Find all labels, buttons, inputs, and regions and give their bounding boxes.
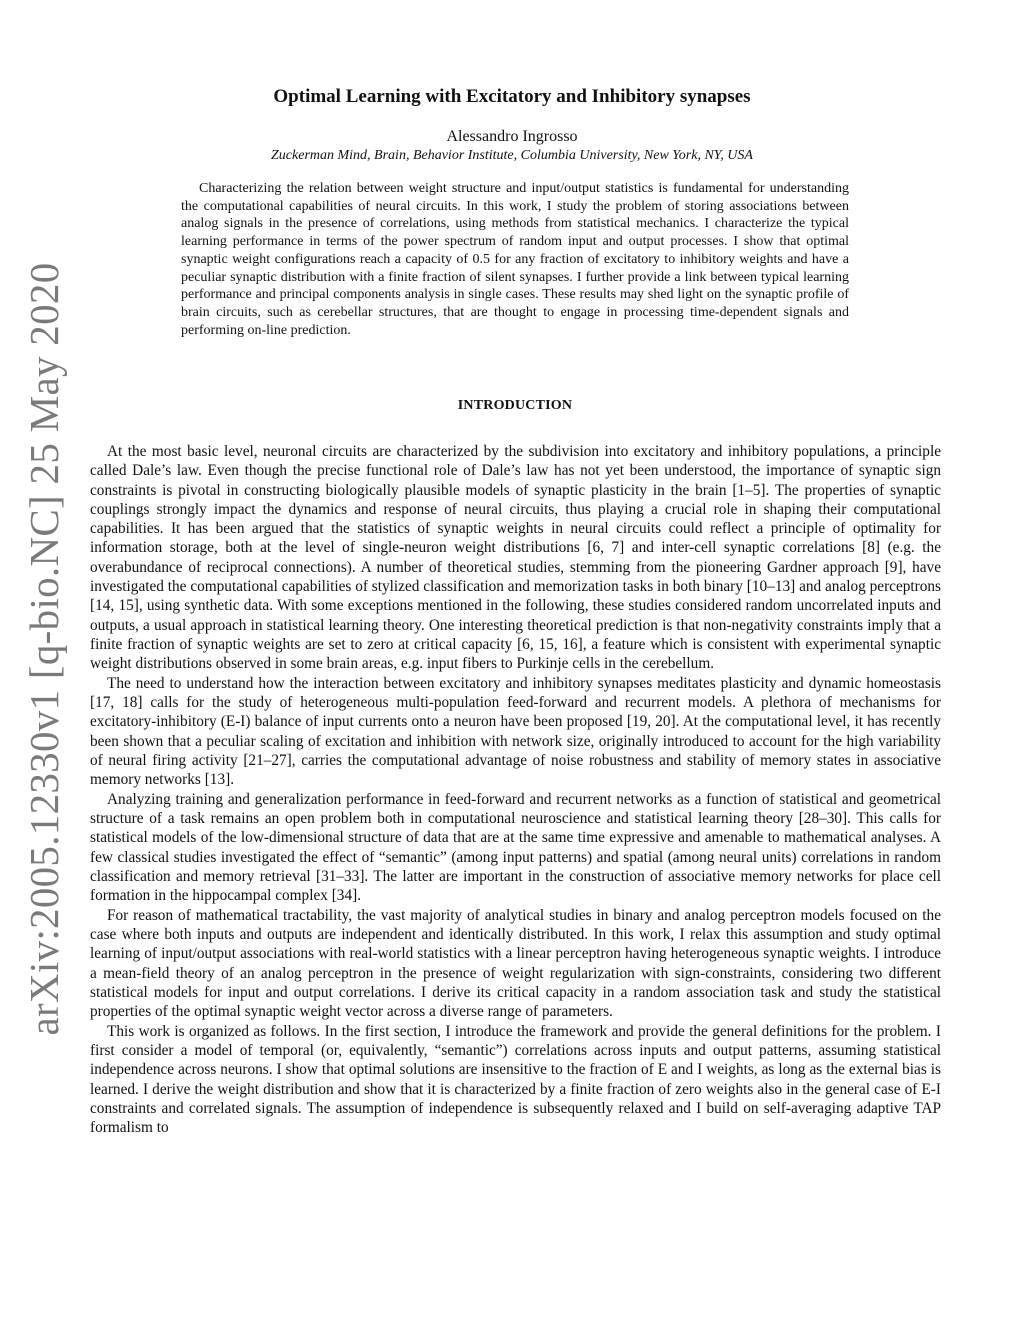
paper-title: Optimal Learning with Excitatory and Inhibitory synapses	[273, 86, 751, 107]
paragraph: This work is organized as follows. In the first section, I introduce the framework and provide the general definitions for the problem. I first consider a model of temporal (or, equivalently, “semantic”) correlations across inputs and output patterns, assuming statistical independence across neurons. I show that optimal solutions are insensitive to the fraction of E and I weights, as long as the external bias is learned. I derive the weight distribution and show that it is characterized by a finite fraction of zero weights also in the general case of E-I constraints and correlated signals. The assumption of independence is subsequently relaxed and I build on self-averaging adaptive TAP formalism to	[90, 1022, 941, 1137]
section-heading: INTRODUCTION	[457, 398, 573, 413]
abstract: Characterizing the relation between weight structure and input/output statistics is fundamental for understanding the computational capabilities of neural circuits. In this work, I study the problem of storing associations between analog signals in the presence of correlations, using methods from statistical mechanics. I characterize the typical learning performance in terms of the power spectrum of random input and output processes. I show that optimal synaptic weight configurations reach a capacity of 0.5 for any fraction of excitatory to inhibitory weights and have a peculiar synaptic distribution with a finite fraction of silent synapses. I further provide a link between typical learning performance and principal components analysis in single cases. These results may shed light on the synaptic profile of brain circuits, such as cerebellar structures, that are thought to engage in processing time-dependent signals and performing on-line prediction.	[181, 181, 849, 338]
paragraph: For reason of mathematical tractability, the vast majority of analytical studies in binary and analog perceptron models focused on the case where both inputs and outputs are independent and identically distributed. In this work, I relax this assumption and study optimal learning of input/output associations with real-world statistics with a linear perceptron having heterogeneous synaptic weights. I introduce a mean-field theory of an analog perceptron in the presence of weight regularization with sign-constraints, considering two different statistical models for input and output correlations. I derive its critical capacity in a random association task and study the statistical properties of the optimal synaptic weight vector across a diverse range of parameters.	[90, 906, 941, 1021]
body-text	[90, 442, 941, 1137]
paragraph: Analyzing training and generalization performance in feed-forward and recurrent networks as a function of statistical and geometrical structure of a task remains an open problem both in computational neuroscience and statistical learning theory [28–30]. This calls for statistical models of the low-dimensional structure of data that are at the same time expressive and amenable to mathematical analyses. A few classical studies investigated the effect of “semantic” (among input patterns) and spatial (among neural units) correlations in random classification and memory retrieval [31–33]. The latter are important in the construction of associative memory networks for place cell formation in the hippocampal complex [34].	[90, 790, 941, 905]
arxiv-identifier: arXiv:2005.12330v1 [q-bio.NC] 25 May 2020	[21, 262, 67, 1036]
paragraph: At the most basic level, neuronal circuits are characterized by the subdivision into excitatory and inhibitory populations, a principle called Dale’s law. Even though the precise functional role of Dale’s law has not yet been understood, the importance of synaptic sign constraints is pivotal in constructing biologically plausible models of synaptic plasticity in the brain [1–5]. The properties of synaptic couplings strongly impact the dynamics and response of neural circuits, thus playing a crucial role in shaping their computational capabilities. It has been argued that the statistics of synaptic weights in neural circuits could reflect a principle of optimality for information storage, both at the level of single-neuron weight distributions [6, 7] and inter-cell synaptic correlations [8] (e.g. the overabundance of reciprocal connections). A number of theoretical studies, stemming from the pioneering Gardner approach [9], have investigated the computational capabilities of stylized classification and memorization tasks in both binary [10–13] and analog perceptrons [14, 15], using synthetic data. With some exceptions mentioned in the following, these studies considered random uncorrelated inputs and outputs, a usual approach in statistical learning theory. One interesting theoretical prediction is that non-negativity constraints imply that a finite fraction of synaptic weights are set to zero at critical capacity [6, 15, 16], a feature which is consistent with experimental synaptic weight distributions observed in some brain areas, e.g. input fibers to Purkinje cells in the cerebellum.	[90, 443, 941, 673]
paragraph: The need to understand how the interaction between excitatory and inhibitory synapses meditates plasticity and dynamic homeostasis [17, 18] calls for the study of heterogeneous multi-population feed-forward and recurrent models. A plethora of mechanisms for excitatory-inhibitory (E-I) balance of input currents onto a neuron have been proposed [19, 20]. At the computational level, it has recently been shown that a peculiar scaling of excitation and inhibition with network size, originally introduced to account for the high variability of neural firing activity [21–27], carries the computational advantage of noise robustness and stability of memory states in associative memory networks [13].	[90, 674, 941, 789]
arxiv-sidebar	[0, 0, 90, 1325]
author-affiliation: Zuckerman Mind, Brain, Behavior Institute, Columbia University, New York, NY, USA	[271, 148, 753, 163]
author-name: Alessandro Ingrosso	[446, 128, 578, 145]
